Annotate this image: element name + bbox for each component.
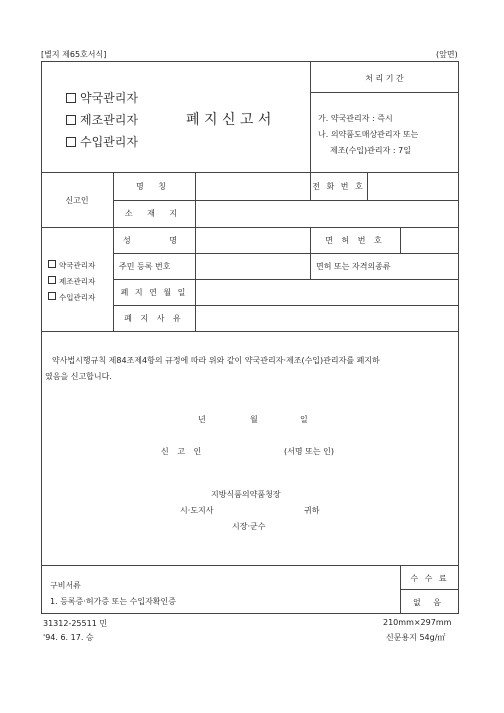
year-label: 년 — [198, 415, 206, 424]
divider — [195, 172, 196, 331]
attachment-item-1: 1. 등록증·허가증 또는 수입자확인증 — [50, 597, 176, 606]
divider — [310, 92, 459, 93]
paper-type: 신문용지 54g/㎡ — [386, 633, 446, 642]
page-side: (앞면) — [436, 50, 458, 59]
signature-note: (서명 또는 인) — [284, 447, 334, 456]
divider — [113, 200, 459, 201]
license-number-field[interactable] — [403, 229, 457, 251]
month-label: 월 — [250, 415, 258, 424]
checkbox-import-manager-2[interactable]: 수입관리자 — [48, 290, 95, 306]
license-number-label: 면 허 번 호 — [325, 236, 385, 245]
divider — [41, 331, 459, 332]
checkbox-pharmacy-manager[interactable]: 약국관리자 — [66, 87, 138, 109]
processing-heading: 처 리 기 간 — [365, 74, 404, 83]
fee-value: 없 음 — [413, 598, 446, 607]
processing-line-2: 나. 의약품도매상관리자 또는 — [318, 130, 419, 139]
statement-line-2: 였음을 신고합니다. — [45, 372, 112, 381]
processing-line-3: 제조(수입)관리자 : 7일 — [330, 146, 411, 155]
signature-field[interactable] — [206, 440, 282, 456]
divider — [113, 172, 114, 331]
divider — [113, 279, 459, 280]
address-field[interactable] — [198, 202, 457, 225]
divider — [400, 227, 401, 253]
checkbox-icon — [48, 276, 56, 284]
divider — [41, 172, 459, 173]
form-number: [별지 제65호서식] — [41, 50, 107, 59]
statement-line-1: 약사법시행규칙 제84조제4항의 규정에 따라 위와 같이 약국관리자·제조(수입)관리자를 폐지하 — [52, 356, 380, 365]
checkbox-icon — [48, 292, 56, 300]
phone-label: 전 화 번 호 — [312, 182, 365, 191]
recipient-line-1: 지방식품의약품청장 — [211, 490, 281, 499]
form-title: 폐 지 신 고 서 — [186, 112, 272, 128]
checkbox-pharmacy-manager-2[interactable]: 약국관리자 — [48, 258, 95, 274]
closure-reason-label: 폐 지 사 유 — [124, 314, 184, 323]
license-type-label: 면허 또는 자격의종류 — [316, 262, 391, 271]
manager-type-checklist — [48, 258, 95, 306]
fee-heading: 수 수 료 — [410, 574, 449, 583]
form-code: 31312-25511 민 — [43, 619, 108, 628]
recipient-line-3: 시장·군수 — [232, 522, 266, 531]
checkbox-manufacturing-manager-2[interactable]: 제조관리자 — [48, 274, 95, 290]
resident-number-field[interactable] — [198, 255, 307, 277]
closure-date-field[interactable] — [198, 281, 457, 303]
attachments-heading: 구비서류 — [50, 581, 81, 590]
divider — [113, 305, 459, 306]
name-label: 명 칭 — [136, 182, 172, 191]
recipient-honorific: 귀하 — [304, 506, 320, 515]
processing-line-1: 가. 약국관리자 : 즉시 — [318, 114, 393, 123]
checkbox-import-manager[interactable]: 수입관리자 — [66, 131, 138, 153]
divider — [41, 565, 459, 566]
manager-checklist — [66, 87, 138, 153]
checkbox-icon — [66, 137, 76, 147]
address-label: 소 재 지 — [124, 209, 184, 218]
day-label: 일 — [300, 415, 308, 424]
closure-reason-field[interactable] — [198, 307, 457, 329]
manager-name-field[interactable] — [198, 229, 307, 251]
declarant-label: 신고인 — [65, 196, 89, 205]
recipient-line-2: 시·도지사 — [180, 506, 214, 515]
checkbox-icon — [66, 115, 76, 125]
approval-date: '94. 6. 17. 승 — [43, 633, 94, 642]
business-name-field[interactable] — [198, 174, 307, 198]
declarant-signature-label: 신 고 인 — [161, 447, 205, 456]
divider — [400, 589, 459, 590]
paper-size: 210mm×297mm — [383, 618, 452, 627]
closure-date-label: 폐 지 연 월 일 — [120, 288, 188, 297]
divider — [367, 172, 368, 200]
resident-number-label: 주민 등록 번호 — [119, 262, 171, 271]
checkbox-icon — [66, 93, 76, 103]
divider — [113, 253, 459, 254]
manager-name-label: 성 명 — [123, 236, 195, 245]
checkbox-icon — [48, 260, 56, 268]
checkbox-manufacturing-manager[interactable]: 제조관리자 — [66, 109, 138, 131]
phone-field[interactable] — [370, 174, 457, 198]
divider — [41, 227, 459, 228]
